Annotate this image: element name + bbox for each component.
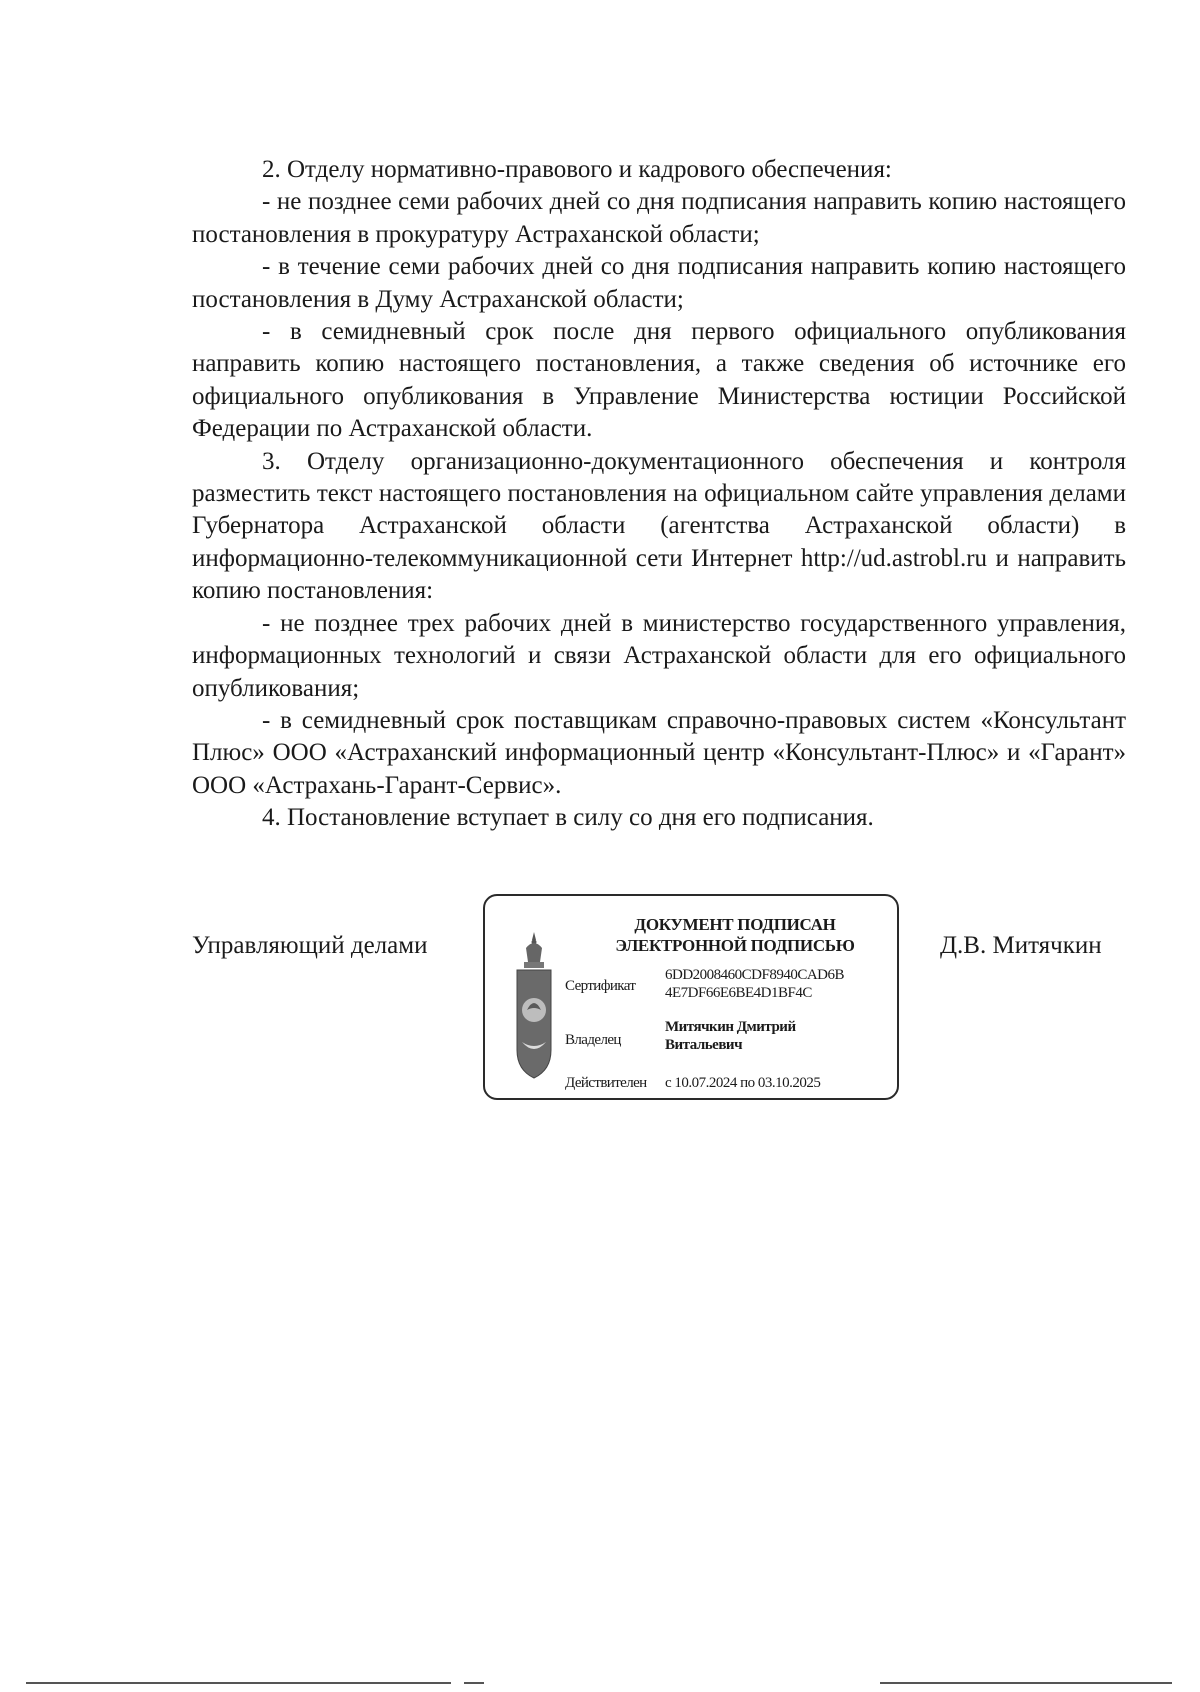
validity-value: с 10.07.2024 по 03.10.2025: [665, 1075, 821, 1091]
stamp-title: ДОКУМЕНТ ПОДПИСАН ЭЛЕКТРОННОЙ ПОДПИСЬЮ: [615, 915, 855, 955]
paragraph-item-2-heading: 2. Отделу нормативно-правового и кадрового обеспечения:: [262, 156, 892, 183]
paragraph-item-3-publication: - не позднее трех рабочих дней в министерство государственного управления, информационных технологий и связи Астраханской области для его официального опубликования;: [192, 609, 1126, 702]
signatory-name: Д.В. Митячкин: [940, 932, 1102, 959]
owner-value: Митячкин Дмитрий Витальевич: [665, 1019, 796, 1053]
certificate-value: 6DD2008460CDF8940CAD6B 4E7DF66E6BE4D1BF4C: [665, 967, 845, 1001]
certificate-row: [565, 966, 895, 1010]
footer-divider-mark: [464, 1682, 484, 1684]
validity-label: Действителен: [565, 1075, 647, 1091]
owner-label: Владелец: [565, 1032, 621, 1048]
document-body: [192, 154, 1126, 835]
paragraph-item-3-legal-systems: - в семидневный срок поставщикам справочно-правовых систем «Консультант Плюс» ООО «Астраханский информационный центр «Консультант-Плюс» и «Гарант» ООО «Астрахань-Гарант-Сервис».: [192, 706, 1126, 799]
paragraph-item-2-prosecutor: - не позднее семи рабочих дней со дня подписания направить копию настоящего постановления в прокуратуру Астраханской области;: [192, 188, 1126, 248]
paragraph-item-3-heading: 3. Отделу организационно-документационного обеспечения и контроля разместить текст настоящего постановления на официальном сайте управления делами Губернатора Астраханской области (агентства Астраханской области) в информационно-телекоммуникационной сети Интернет http://ud.astrobl.ru и направить копию постановления:: [192, 447, 1126, 605]
certificate-label: Сертификат: [565, 978, 636, 994]
paragraph-item-2-ministry-justice: - в семидневный срок после дня первого официального опубликования направить копию настоящего постановления, а также сведения об источнике его официального опубликования в Управление Министерства юстиции Российской Федерации по Астраханской области.: [192, 318, 1126, 443]
validity-row: [565, 1074, 895, 1094]
paragraph-item-2-duma: - в течение семи рабочих дней со дня подписания направить копию настоящего постановления в Думу Астраханской области;: [192, 253, 1126, 313]
owner-row: [565, 1018, 895, 1062]
footer-divider-left: [26, 1682, 451, 1684]
signature-block: [0, 890, 1200, 1110]
electronic-signature-stamp: [483, 894, 899, 1100]
paragraph-item-4-effective: 4. Постановление вступает в силу со дня его подписания.: [262, 804, 874, 832]
signatory-position: Управляющий делами: [192, 932, 428, 959]
footer-divider-right: [880, 1682, 1172, 1684]
coat-of-arms-icon: [509, 930, 559, 1080]
